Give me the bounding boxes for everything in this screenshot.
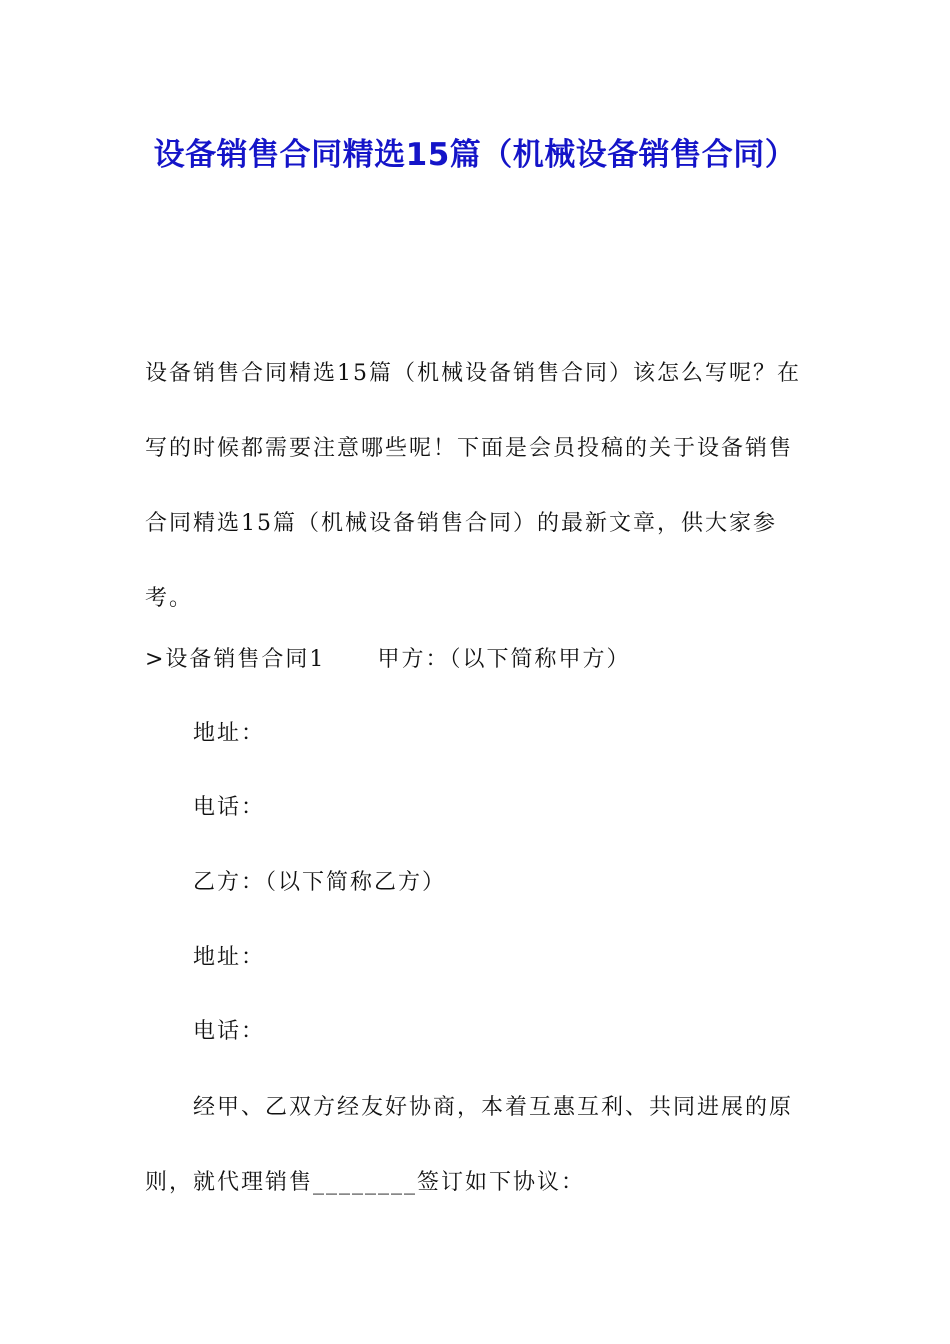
party-b-phone: 电话： bbox=[193, 1019, 266, 1044]
agreement-line-2: 则，就代理销售________签订如下协议： bbox=[145, 1170, 586, 1195]
intro-paragraph: 设备销售合同精选15篇（机械设备销售合同）该怎么写呢？在写的时候都需要注意哪些呢！下面是会员投稿的关于设备销售合同精选15篇（机械设备销售合同）的最新文章，供大家参考。 bbox=[145, 361, 801, 611]
party-b-label: 乙方：（以下简称乙方） bbox=[193, 870, 447, 895]
party-a-phone: 电话： bbox=[193, 795, 266, 820]
section-heading-line bbox=[145, 640, 630, 680]
party-a-label: 甲方：（以下简称甲方） bbox=[377, 647, 631, 672]
section-heading: >设备销售合同1 bbox=[145, 647, 326, 672]
party-a-address: 地址： bbox=[193, 721, 266, 746]
agreement-line-1: 经甲、乙双方经友好协商，本着互惠互利、共同进展的原 bbox=[193, 1095, 794, 1120]
party-b-address: 地址： bbox=[193, 945, 266, 970]
document-title: 设备销售合同精选15篇（机械设备销售合同） bbox=[153, 137, 797, 173]
